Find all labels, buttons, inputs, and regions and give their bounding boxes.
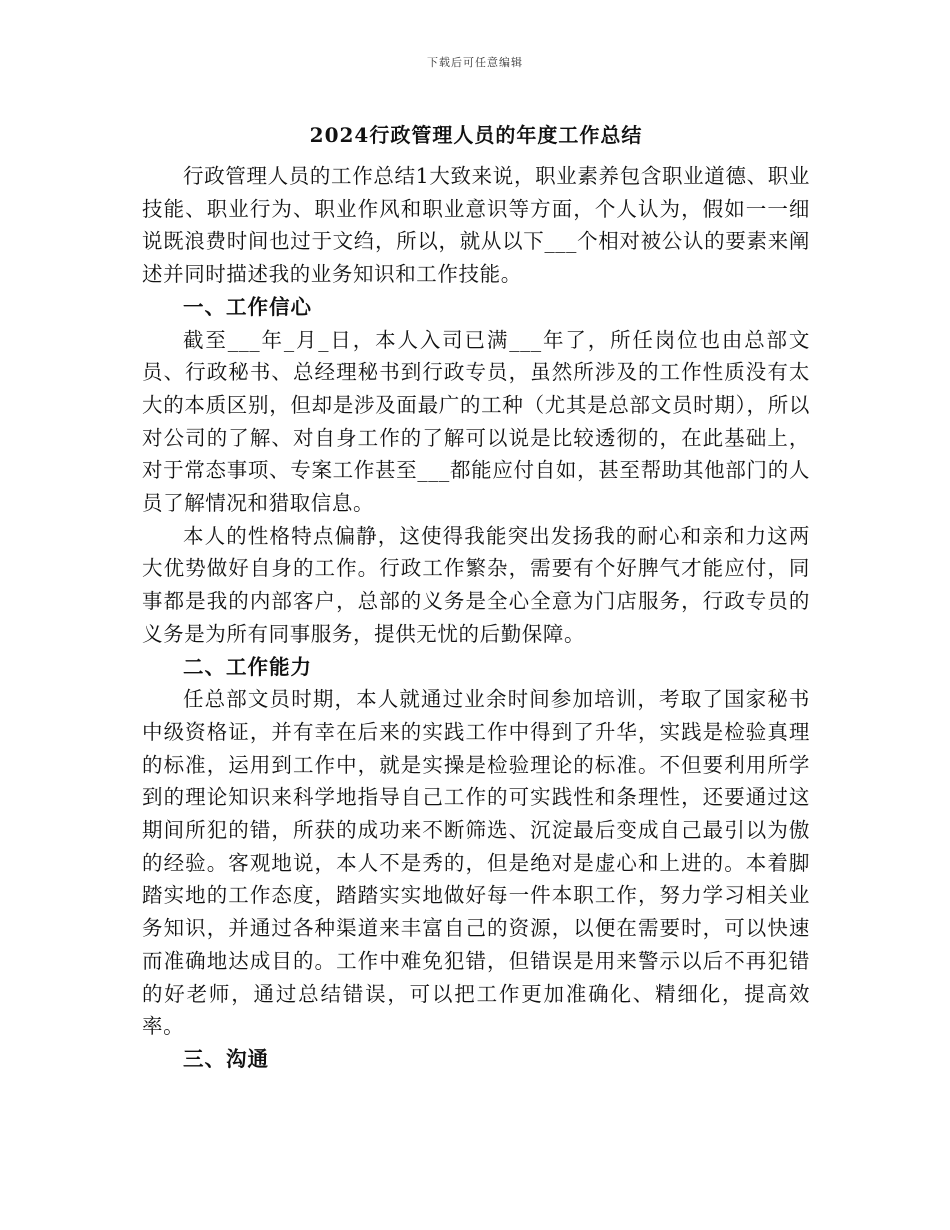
section-communication [142,1043,810,1076]
section-paragraph: 任总部文员时期，本人就通过业余时间参加培训，考取了国家秘书中级资格证，并有幸在后来的实践工作中得到了升华，实践是检验真理的标准，运用到工作中，就是实操是检验理论的标准。不但要利用所学到的理论知识来科学地指导自己工作的可实践性和条理性，还要通过这期间所犯的错，所获的成功来不断筛选、沉淀最后变成自己最引以为傲的经验。客观地说，本人不是秀的，但是绝对是虚心和上进的。本着脚踏实地的工作态度，踏踏实实地做好每一件本职工作，努力学习相关业务知识，并通过各种渠道来丰富自己的资源，以便在需要时，可以快速而准确地达成目的。工作中难免犯错，但错误是用来警示以后不再犯错的好老师，通过总结错误，可以把工作更加准确化、精细化，提高效率。 [142,687,810,1039]
section-paragraph: 截至___年_月_日，本人入司已满___年了，所任岗位也由总部文员、行政秘书、总经理秘书到行政专员，虽然所涉及的工作性质没有太大的本质区别，但却是涉及面最广的工种（尤其是总部文员时期），所以对公司的了解、对自身工作的了解可以说是比较透彻的，在此基础上，对于常态事项、专案工作甚至___都能应付自如，甚至帮助其他部门的人员了解情况和猎取信息。 [142,327,810,516]
section-work-confidence [142,291,810,651]
page-header-note: 下载后可任意编辑 [427,56,523,69]
document-title: 2024行政管理人员的年度工作总结 [309,123,643,147]
section-work-ability [142,651,810,1043]
section-heading: 一、工作信心 [183,294,312,319]
intro-paragraph: 行政管理人员的工作总结1大致来说，职业素养包含职业道德、职业技能、职业行为、职业作风和职业意识等方面，个人认为，假如一一细说既浪费时间也过于文绉，所以，就从以下___个相对被公认的要素来阐述并同时描述我的业务知识和工作技能。 [142,164,810,287]
section-heading: 三、沟通 [183,1046,269,1071]
document-body [142,118,810,1076]
section-paragraph: 本人的性格特点偏静，这使得我能突出发扬我的耐心和亲和力这两大优势做好自身的工作。行政工作繁杂，需要有个好脾气才能应付，同事都是我的内部客户，总部的义务是全心全意为门店服务，行政专员的义务是为所有同事服务，提供无忧的后勤保障。 [142,523,810,646]
section-heading: 二、工作能力 [183,654,312,679]
